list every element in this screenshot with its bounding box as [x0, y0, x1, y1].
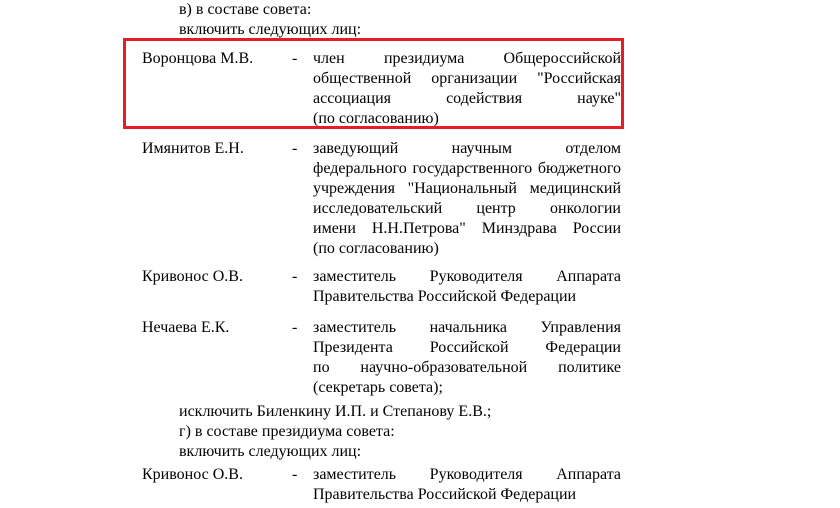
- include-following-label: включить следующих лиц:: [179, 21, 362, 38]
- description-line: федерального государственного бюджетного: [313, 160, 621, 177]
- member-dash: -: [292, 268, 298, 285]
- description-line: общественной организации "Российская: [313, 70, 621, 87]
- description-line: (по согласованию): [313, 110, 439, 127]
- include-following-label: включить следующих лиц:: [179, 443, 362, 460]
- description-line: учреждения "Национальный медицинский: [313, 180, 621, 197]
- highlight-box: [123, 38, 624, 129]
- description-line: исследовательский центр онкологии: [313, 200, 621, 217]
- section-v-heading: в) в составе совета:: [179, 1, 312, 18]
- description-line: член президиума Общероссийской: [313, 50, 621, 67]
- description-line: (по согласованию): [313, 240, 439, 257]
- description-line: имени Н.Н.Петрова" Минздрава России: [313, 220, 621, 237]
- description-line: (секретарь совета);: [313, 379, 443, 396]
- section-g-heading: г) в составе президиума совета:: [179, 423, 395, 440]
- member-description: [313, 139, 621, 259]
- member-dash: -: [292, 466, 298, 483]
- member-description: [313, 267, 621, 307]
- description-line: Правительства Российской Федерации: [313, 288, 577, 305]
- description-line: заместитель Руководителя Аппарата: [313, 466, 621, 483]
- description-line: заведующий научным отделом: [313, 140, 621, 157]
- description-line: по научно-образовательной политике: [313, 359, 621, 376]
- member-description: [313, 465, 621, 505]
- description-line: заместитель Руководителя Аппарата: [313, 268, 621, 285]
- description-line: Правительства Российской Федерации: [313, 486, 577, 503]
- member-name: Кривонос О.В.: [142, 466, 243, 483]
- member-name: Имянитов Е.Н.: [142, 140, 244, 157]
- description-line: ассоциация содействия науке": [313, 90, 621, 107]
- member-name: Воронцова М.В.: [142, 50, 254, 67]
- description-line: Президента Российской Федерации: [313, 339, 621, 356]
- exclude-statement: исключить Биленкину И.П. и Степанову Е.В.;: [179, 403, 492, 420]
- description-line: заместитель начальника Управления: [313, 319, 621, 336]
- member-dash: -: [292, 140, 298, 157]
- member-dash: -: [292, 319, 298, 336]
- member-name: Нечаева Е.К.: [142, 319, 230, 336]
- member-description: [313, 318, 621, 398]
- member-name: Кривонос О.В.: [142, 268, 243, 285]
- member-dash: -: [292, 50, 298, 67]
